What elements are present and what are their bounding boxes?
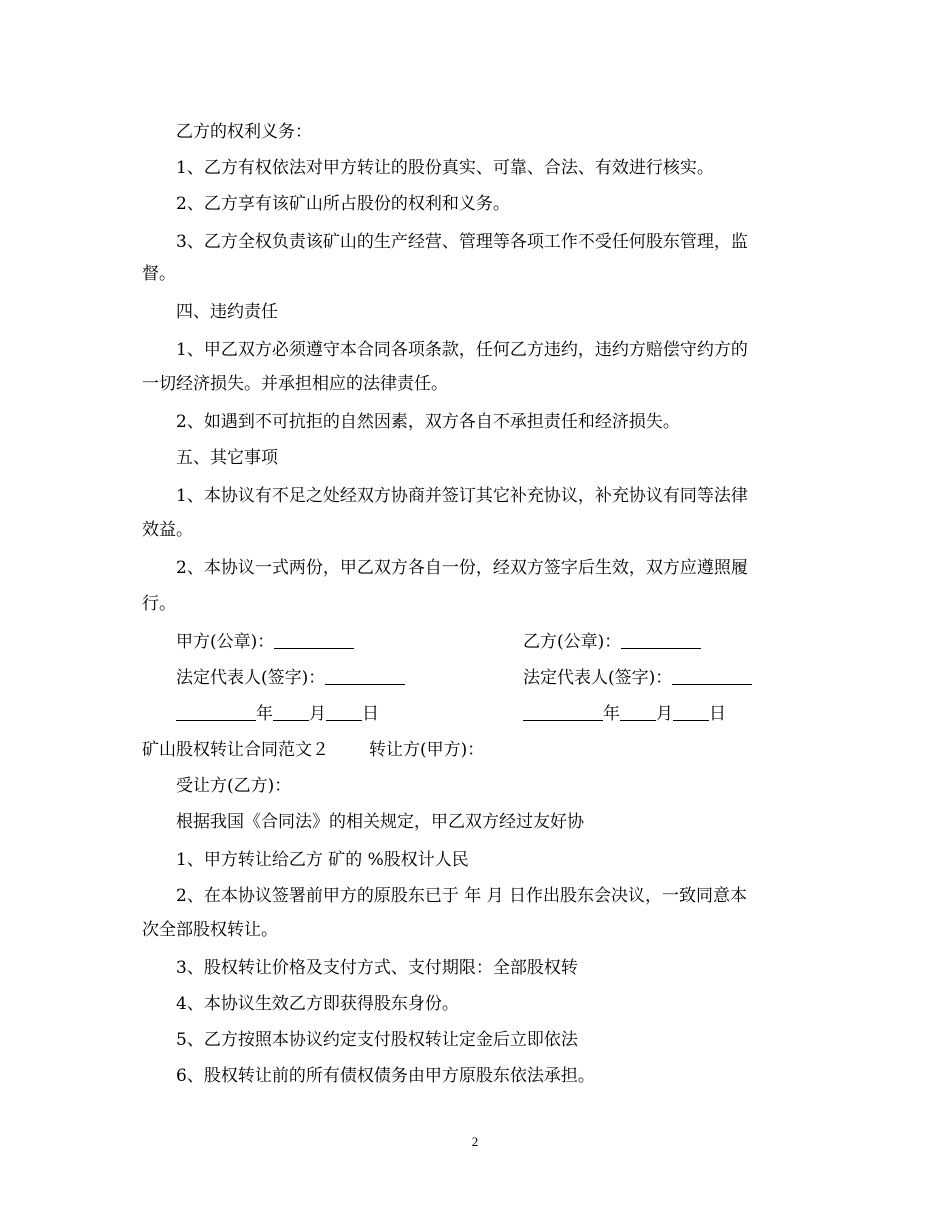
party-a-representative: 法定代表人(签字)： (176, 660, 405, 696)
clause: 6、股权转让前的所有债权债务由甲方原股东依法承担。 (176, 1066, 595, 1086)
clause: 2、在本协议签署前甲方的原股东已于 年 月 日作出股东会决议，一致同意本 (176, 886, 748, 906)
party-a-seal: 甲方(公章)： (176, 624, 354, 660)
clause: 1、甲方转让给乙方 矿的 %股权计人民 (176, 850, 469, 870)
section-heading: 四、违约责任 (176, 302, 278, 322)
paragraph: 1、甲乙双方必须遵守本合同各项条款，任何乙方违约，违约方赔偿守约方的 (176, 340, 748, 360)
paragraph: 3、乙方全权负责该矿山的生产经营、管理等各项工作不受任何股东管理，监 (176, 232, 748, 252)
second-contract-title: 矿山股权转让合同范文２ (142, 740, 329, 760)
paragraph-continuation: 效益。 (142, 520, 193, 540)
year-blank[interactable] (523, 702, 603, 721)
day-blank[interactable] (673, 702, 709, 721)
clause: 3、股权转让价格及支付方式、支付期限：全部股权转 (176, 958, 578, 978)
transferor-label: 转让方(甲方)： (369, 740, 485, 760)
month-blank[interactable] (620, 702, 656, 721)
day-blank[interactable] (326, 702, 362, 721)
paragraph: 1、乙方有权依法对甲方转让的股份真实、可靠、合法、有效进行核实。 (176, 158, 714, 178)
signature-blank[interactable] (672, 666, 752, 685)
clause: 4、本协议生效乙方即获得股东身份。 (176, 994, 459, 1014)
party-a-date: 年 月 日 (176, 696, 379, 732)
paragraph: 乙方的权利义务： (176, 122, 312, 142)
paragraph: 2、乙方享有该矿山所占股份的权利和义务。 (176, 194, 510, 214)
clause-continuation: 次全部股权转让。 (142, 920, 278, 940)
year-blank[interactable] (176, 702, 256, 721)
paragraph-continuation: 一切经济损失。并承担相应的法律责任。 (142, 374, 448, 394)
contract-intro: 根据我国《合同法》的相关规定，甲乙双方经过友好协 (176, 812, 584, 832)
paragraph: 2、如遇到不可抗拒的自然因素，双方各自不承担责任和经济损失。 (176, 412, 680, 432)
section-heading: 五、其它事项 (176, 448, 278, 468)
clause: 5、乙方按照本协议约定支付股权转让定金后立即依法 (176, 1030, 578, 1050)
signature-blank[interactable] (621, 630, 701, 649)
page-number: 2 (471, 1134, 479, 1149)
transferee-label: 受让方(乙方)： (176, 776, 292, 796)
paragraph-continuation: 行。 (142, 594, 176, 614)
signature-blank[interactable] (274, 630, 354, 649)
paragraph: 2、本协议一式两份，甲乙双方各自一份，经双方签字后生效，双方应遵照履 (176, 558, 748, 578)
paragraph-continuation: 督。 (142, 264, 176, 284)
party-b-representative: 法定代表人(签字)： (523, 660, 752, 696)
second-contract-heading (142, 732, 484, 768)
month-blank[interactable] (273, 702, 309, 721)
signature-blank[interactable] (325, 666, 405, 685)
party-b-date: 年 月 日 (523, 696, 726, 732)
paragraph: 1、本协议有不足之处经双方协商并签订其它补充协议，补充协议有同等法律 (176, 486, 748, 506)
party-b-seal: 乙方(公章)： (523, 624, 701, 660)
